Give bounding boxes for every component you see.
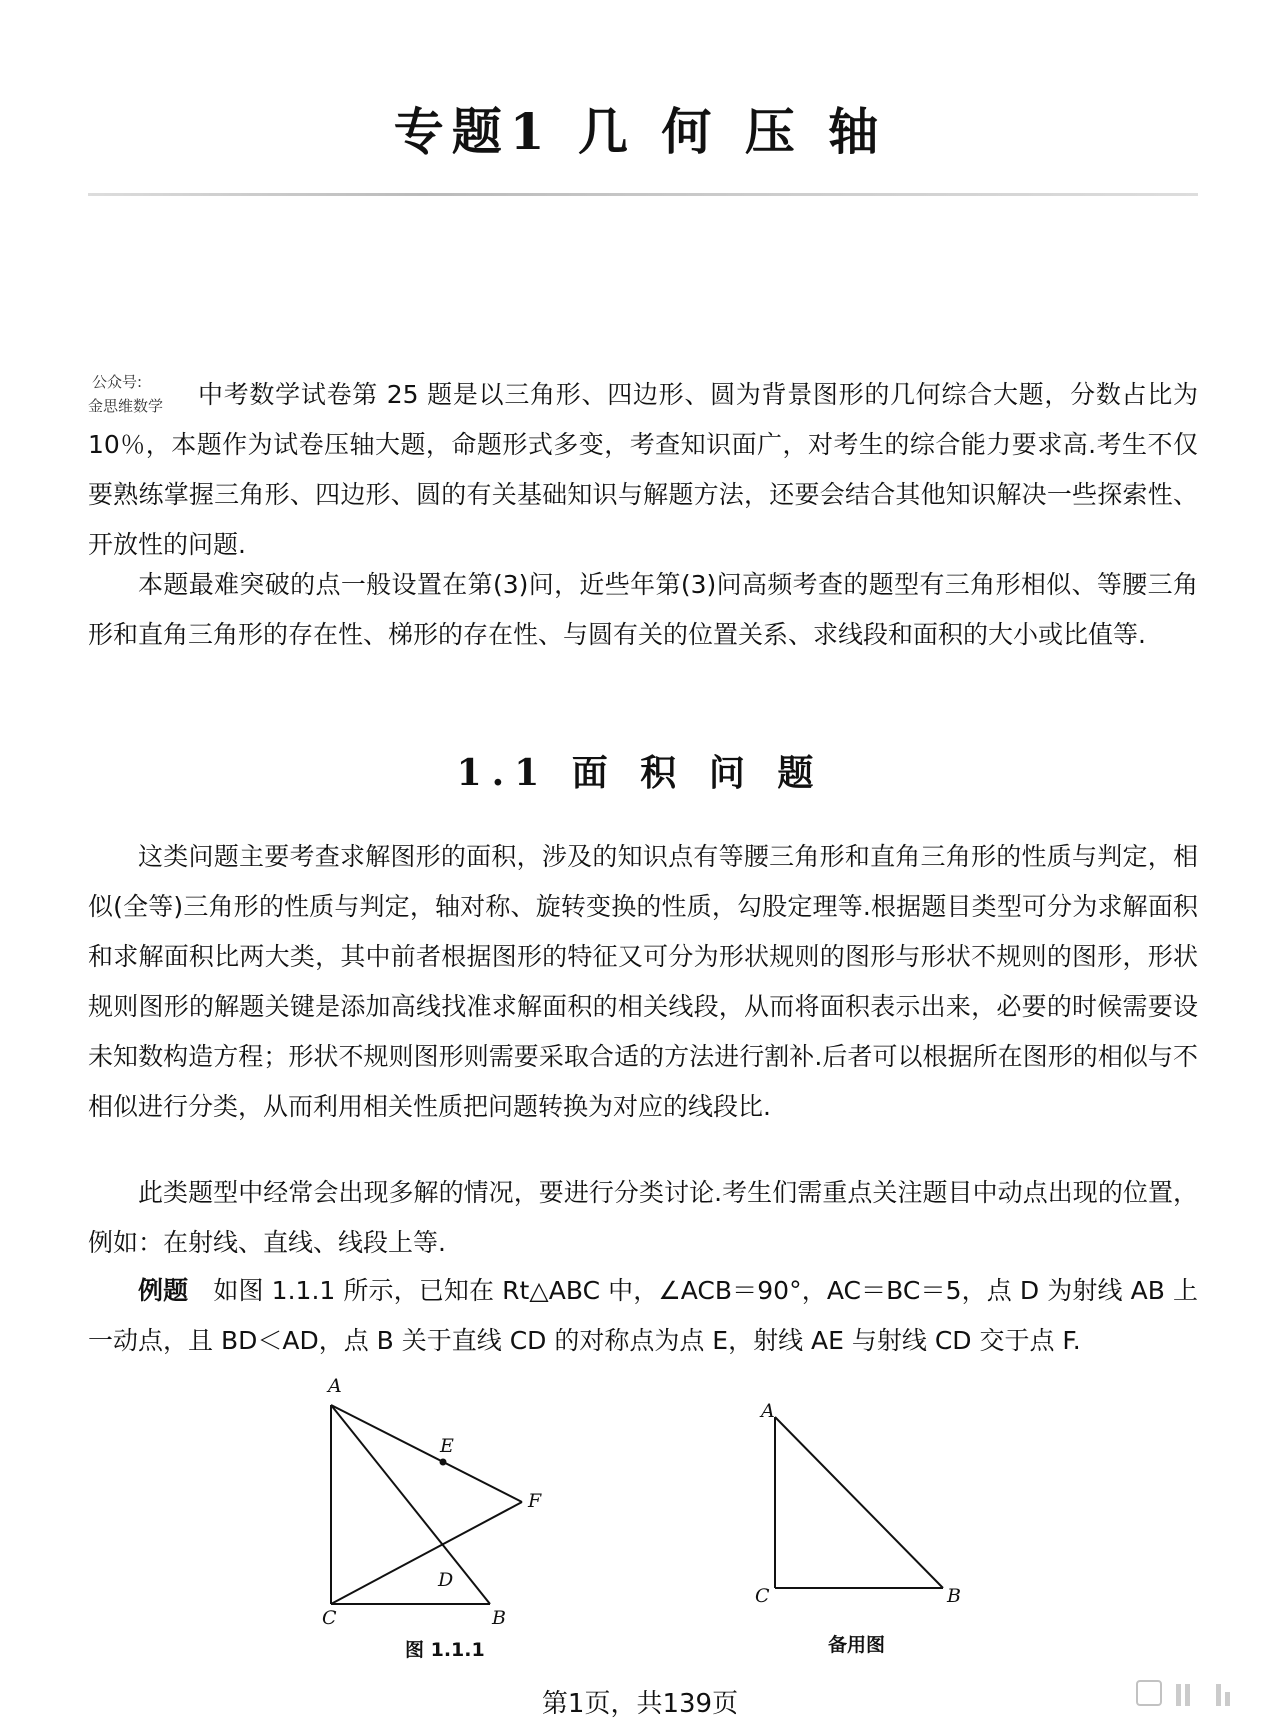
example-label: 例题 (138, 1276, 189, 1305)
example-paragraph (88, 1266, 1198, 1366)
watermark-line1: 公众号: (92, 373, 143, 391)
point-e-dot (440, 1459, 447, 1466)
intro-paragraph-2: 本题最难突破的点一般设置在第(3)问，近些年第(3)问高频考查的题型有三角形相似、等腰三角形和直角三角形的存在性、梯形的存在性、与圆有关的位置关系、求线段和面积的大小或比值等. (88, 570, 1198, 649)
label-c: C (755, 1585, 770, 1607)
page-title: 专题1 几 何 压 轴 (393, 102, 887, 161)
example-text: 如图 1.1.1 所示，已知在 Rt△ABC 中，∠ACB＝90°，AC＝BC＝5，点 D 为射线 AB 上一动点，且 BD＜AD，点 B 关于直线 CD 的对称点为点 E，射线 AE 与射线 CD 交于点 F. (88, 1276, 1198, 1355)
watermark-line2: 金思维数学 (88, 397, 164, 415)
spare-figure-caption: 备用图 (828, 1634, 886, 1656)
label-f: F (528, 1490, 542, 1512)
title-divider (88, 193, 1198, 196)
label-c: C (322, 1607, 337, 1629)
label-a: A (328, 1375, 342, 1397)
segment-ab (331, 1405, 490, 1604)
menu-icon[interactable] (1216, 1680, 1242, 1706)
ray-cf (331, 1502, 522, 1604)
label-d: D (438, 1569, 454, 1591)
viewer-toolbar (1136, 1680, 1242, 1706)
label-b: B (492, 1607, 506, 1629)
label-e: E (440, 1435, 454, 1457)
section-title: 1.1 面 积 问 题 (456, 752, 824, 794)
view-mode-icon[interactable] (1136, 1680, 1162, 1706)
section-paragraph-2: 此类题型中经常会出现多解的情况，要进行分类讨论.考生们需重点关注题目中动点出现的位置，例如：在射线、直线、线段上等. (88, 1178, 1198, 1257)
label-a: A (761, 1400, 775, 1422)
section-paragraph-1: 这类问题主要考查求解图形的面积，涉及的知识点有等腰三角形和直角三角形的性质与判定，相似(全等)三角形的性质与判定，轴对称、旋转变换的性质，勾股定理等.根据题目类型可分为求解面积和求解面积比两大类，其中前者根据图形的特征又可分为形状规则的图形与形状不规则的图形，形状规则图形的解题关键是添加高线找准求解面积的相关线段，从而将面积表示出来，必要的时候需要设未知数构造方程；形状不规则图形则需要采取合适的方法进行割补.后者可以根据所在图形的相似与不相似进行分类，从而利用相关性质把问题转换为对应的线段比. (88, 842, 1198, 1121)
figure-1-1-1 (310, 1375, 580, 1629)
label-b: B (947, 1585, 961, 1607)
figure-1-caption: 图 1.1.1 (405, 1639, 485, 1661)
page-counter: 第1页，共139页 (541, 1689, 739, 1719)
intro-paragraph-1: 中考数学试卷第 25 题是以三角形、四边形、圆为背景图形的几何综合大题，分数占比为 10％，本题作为试卷压轴大题，命题形式多变，考查知识面广，对考生的综合能力要求高.考生不仅要熟练掌握三角形、四边形、圆的有关基础知识与解题方法，还要会结合其他知识解决一些探索性、开放性的问题. (88, 380, 1198, 559)
ray-af (331, 1405, 522, 1502)
segment-ab (775, 1417, 943, 1588)
pause-icon[interactable] (1176, 1680, 1202, 1706)
spare-figure (755, 1395, 985, 1620)
